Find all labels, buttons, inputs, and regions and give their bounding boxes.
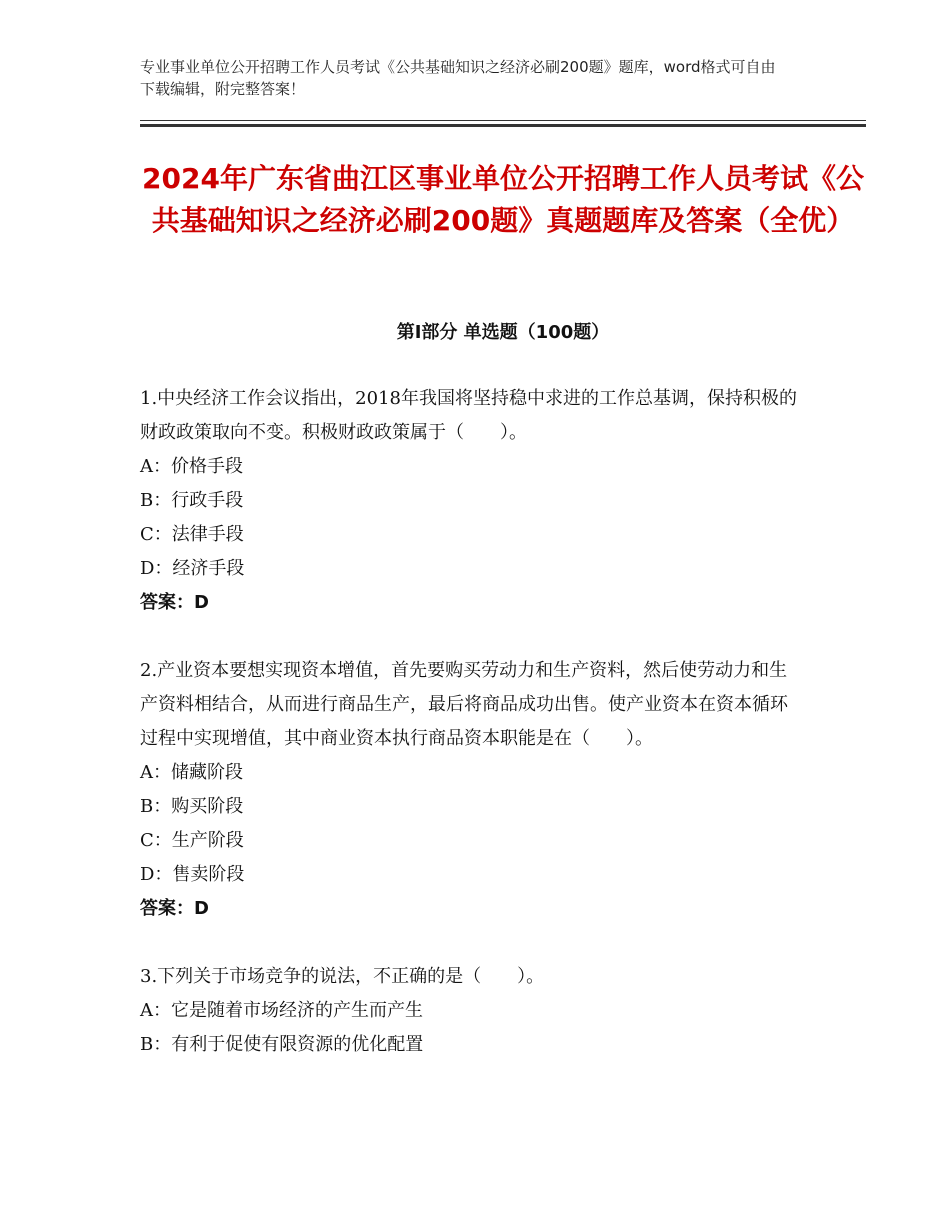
answer: 答案：D (140, 898, 209, 919)
section-heading: 第Ⅰ部分 单选题（100题） (396, 322, 610, 343)
option-c: C：法律手段 (140, 524, 244, 545)
question-stem: 3.下列关于市场竞争的说法，不正确的是（ ）。 (140, 966, 545, 987)
option-b: B：有利于促使有限资源的优化配置 (140, 1034, 424, 1055)
option-d: D：经济手段 (140, 558, 245, 579)
question-stem: 1.中央经济工作会议指出，2018年我国将坚持稳中求进的工作总基调，保持积极的财政政策取向不变。积极财政政策属于（ ）。 (140, 388, 797, 443)
question-stem: 2.产业资本要想实现资本增值，首先要购买劳动力和生产资料，然后使劳动力和生产资料相结合，从而进行商品生产，最后将商品成功出售。使产业资本在资本循环过程中实现增值，其中商业资本执行商品资本职能是在（ ）。 (140, 660, 788, 749)
header-note: 专业事业单位公开招聘工作人员考试《公共基础知识之经济必刷200题》题库，word格式可自由下载编辑，附完整答案！ (140, 58, 776, 98)
question-3 (140, 960, 800, 1062)
question-1 (140, 382, 800, 620)
option-b: B：行政手段 (140, 490, 244, 511)
option-b: B：购买阶段 (140, 796, 244, 817)
answer: 答案：D (140, 592, 209, 613)
option-a: A：储藏阶段 (140, 762, 243, 783)
question-list (140, 382, 800, 1062)
question-2 (140, 654, 800, 926)
option-d: D：售卖阶段 (140, 864, 245, 885)
document-title: 2024年广东省曲江区事业单位公开招聘工作人员考试《公共基础知识之经济必刷200题》真题题库及答案（全优） (142, 162, 864, 237)
option-a: A：价格手段 (140, 456, 243, 477)
option-a: A：它是随着市场经济的产生而产生 (140, 1000, 423, 1021)
option-c: C：生产阶段 (140, 830, 244, 851)
header-divider-thin (140, 120, 866, 121)
header-divider-thick (140, 124, 866, 127)
